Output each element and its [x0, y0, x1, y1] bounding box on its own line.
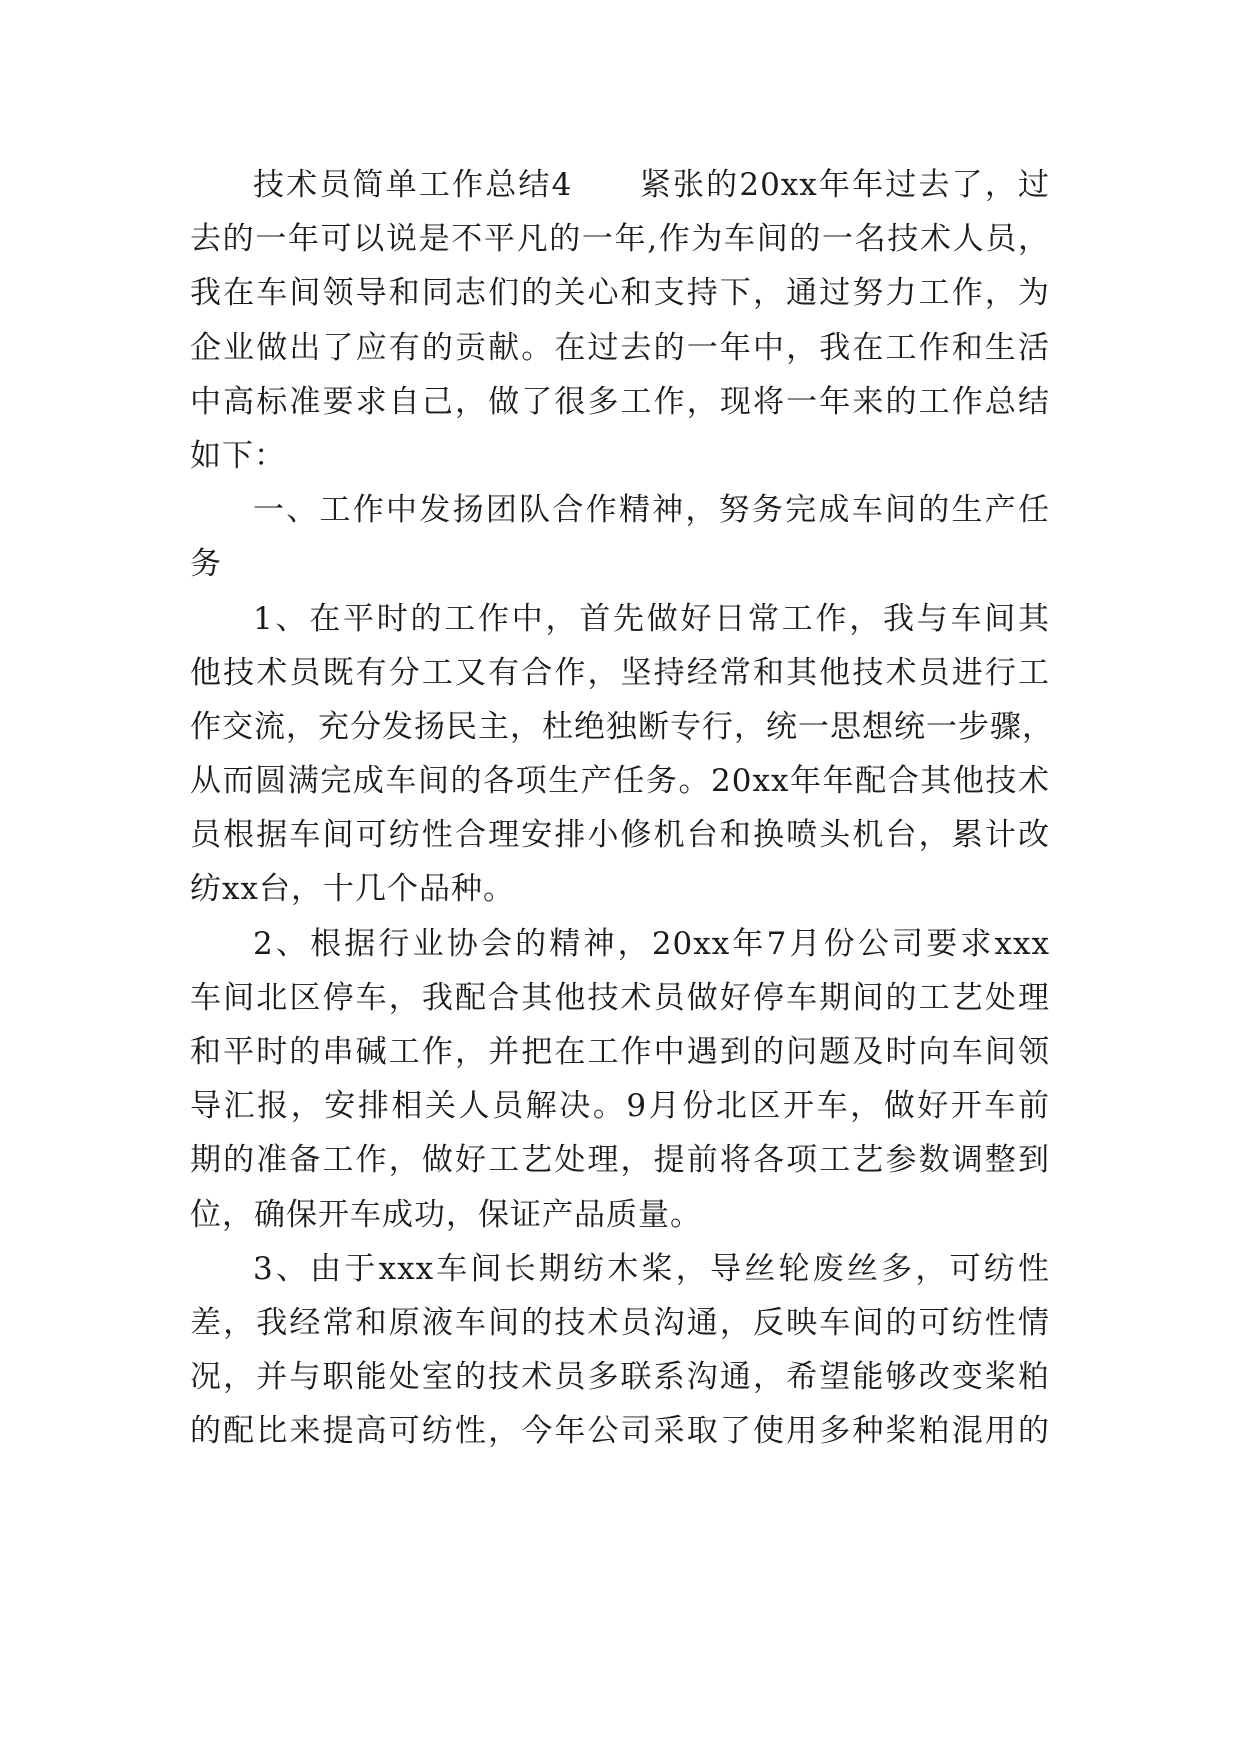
text-line: 我在车间领导和同志们的关心和支持下，通过努力工作，为 — [190, 275, 1050, 312]
text-line: 从而圆满完成车间的各项生产任务。20xx年年配合其他技术 — [190, 763, 1050, 800]
text-line: 2、根据行业协会的精神，20xx年7月份公司要求xxx — [253, 925, 1050, 962]
text-line: 和平时的串碱工作，并把在工作中遇到的问题及时向车间领 — [190, 1034, 1050, 1070]
text-line: 3、由于xxx车间长期纺木桨，导丝轮废丝多，可纺性 — [253, 1250, 1050, 1287]
text-line: 如下： — [190, 437, 286, 474]
text-line: 差，我经常和原液车间的技术员沟通，反映车间的可纺性情 — [190, 1304, 1050, 1341]
section-heading: 一、工作中发扬团队合作精神，努务完成车间的生产任 — [253, 492, 1050, 529]
text-line: 纺xx台，十几个品种。 — [190, 871, 515, 908]
text-line: 车间北区停车，我配合其他技术员做好停车期间的工艺处理 — [190, 979, 1050, 1016]
text-line: 导汇报，安排相关人员解决。9月份北区开车，做好开车前 — [190, 1088, 1050, 1125]
document-body — [190, 158, 1054, 1459]
section-heading: 务 — [190, 546, 222, 583]
text-line: 中高标准要求自己，做了很多工作，现将一年来的工作总结 — [190, 383, 1050, 420]
text-line: 企业做出了应有的贡献。在过去的一年中，我在工作和生活 — [190, 329, 1050, 366]
text-line: 他技术员既有分工又有合作，坚持经常和其他技术员进行工 — [190, 654, 1050, 691]
text-line: 1、在平时的工作中，首先做好日常工作，我与车间其 — [253, 600, 1050, 637]
text-line: 技术员简单工作总结4 紧张的20xx年年过去了，过 — [253, 167, 1050, 203]
text-line: 的配比来提高可纺性，今年公司采取了使用多种桨粕混用的 — [190, 1413, 1050, 1450]
text-line: 去的一年可以说是不平凡的一年,作为车间的一名技术人员， — [190, 221, 1050, 258]
text-line: 员根据车间可纺性合理安排小修机台和换喷头机台，累计改 — [190, 817, 1050, 854]
text-line: 位，确保开车成功，保证产品质量。 — [190, 1196, 702, 1233]
text-line: 况，并与职能处室的技术员多联系沟通，希望能够改变桨粕 — [190, 1359, 1050, 1396]
text-line: 作交流，充分发扬民主，杜绝独断专行，统一思想统一步骤， — [190, 708, 1054, 745]
text-line: 期的准备工作，做好工艺处理，提前将各项工艺参数调整到 — [190, 1142, 1050, 1179]
